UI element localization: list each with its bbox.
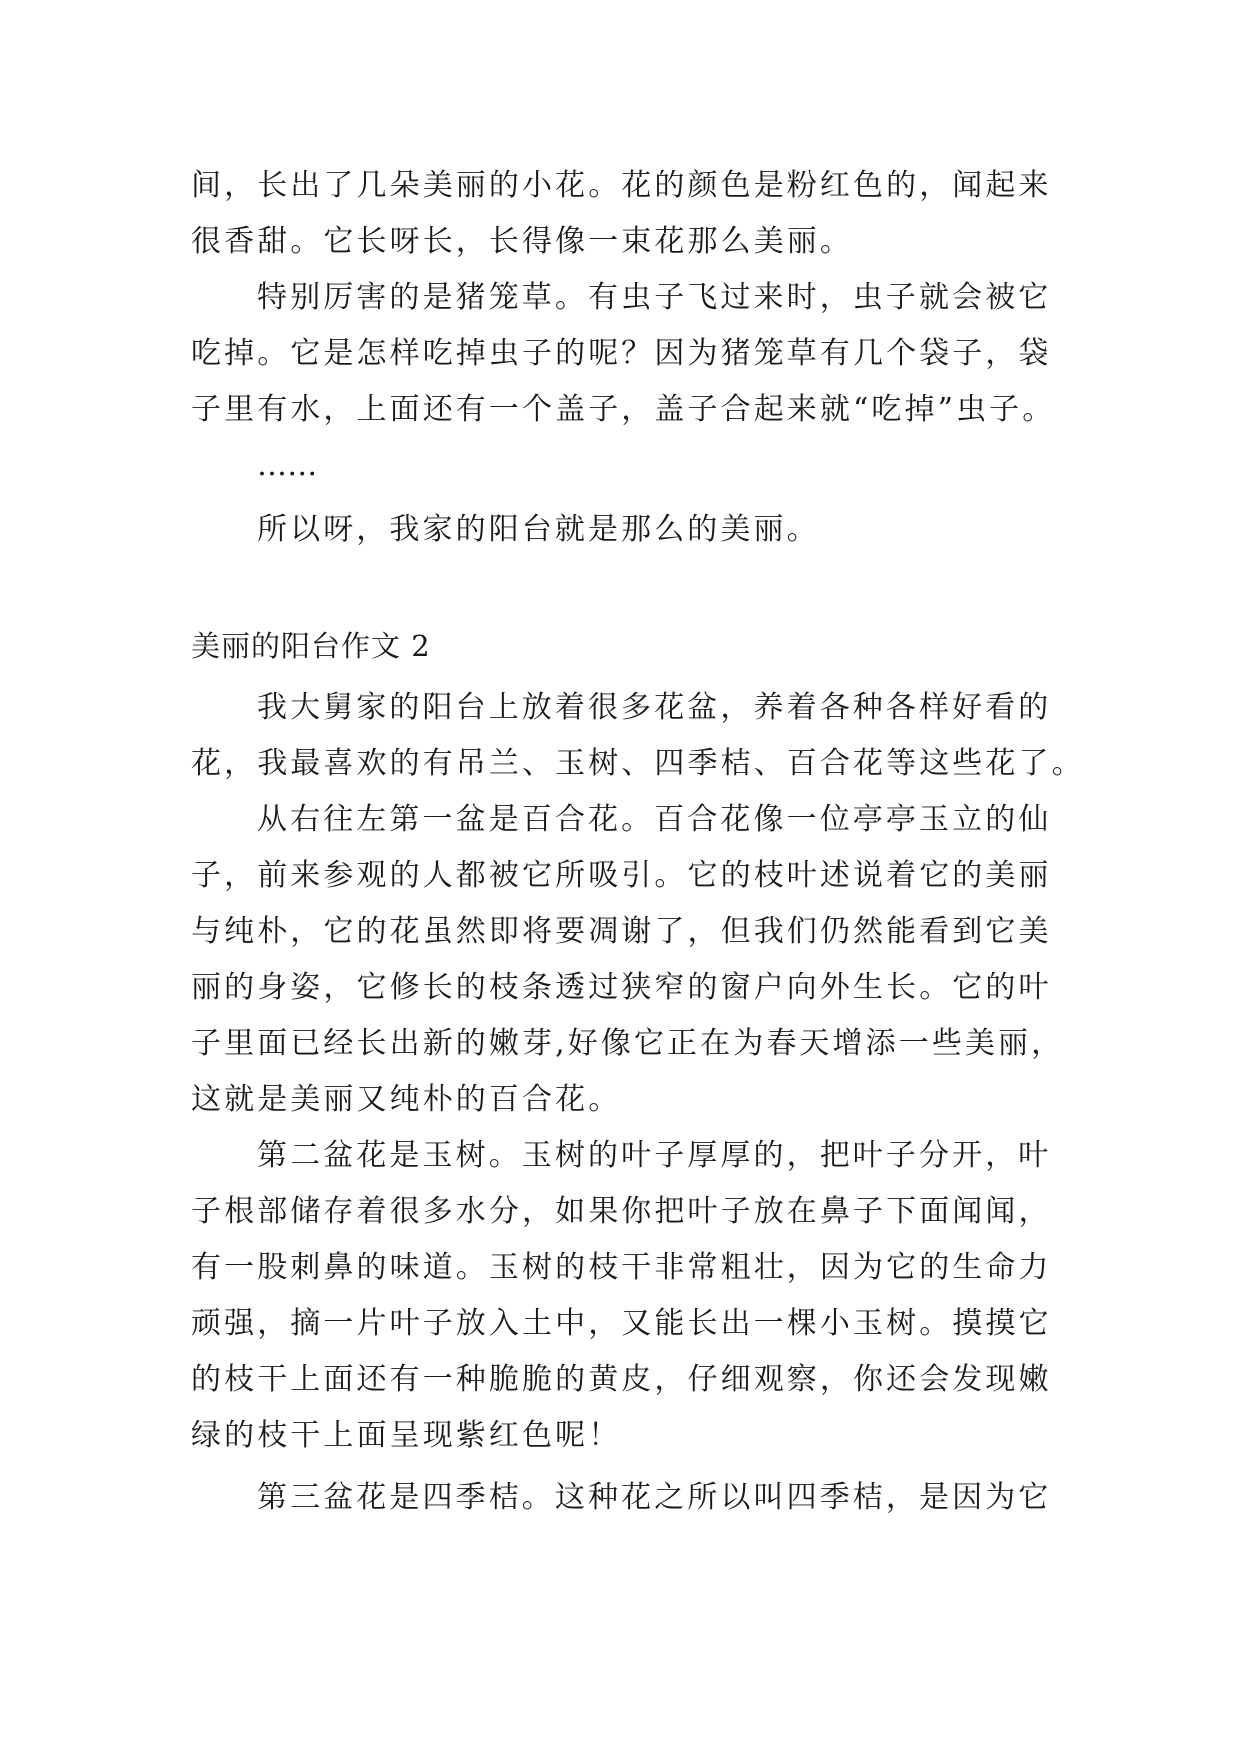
- ellipsis-line: ……: [257, 448, 318, 483]
- paragraph-line: 的枝干上面还有一种脆脆的黄皮，仔细观察，你还会发现嫩: [191, 1362, 1052, 1397]
- paragraph-line: 绿的枝干上面呈现紫红色呢！: [191, 1418, 622, 1453]
- paragraph-line: 第三盆花是四季桔。这种花之所以叫四季桔，是因为它: [257, 1480, 1052, 1515]
- paragraph-line: 我大舅家的阳台上放着很多花盆，养着各种各样好看的: [257, 690, 1052, 725]
- paragraph-line: 与纯朴，它的花虽然即将要凋谢了，但我们仍然能看到它美: [191, 914, 1052, 949]
- paragraph-line: 子里面已经长出新的嫩芽,好像它正在为春天增添一些美丽，: [191, 1026, 1065, 1061]
- paragraph-line: 花，我最喜欢的有吊兰、玉树、四季桔、百合花等这些花了。: [191, 746, 1085, 781]
- paragraph-line: 第二盆花是玉树。玉树的叶子厚厚的，把叶子分开，叶: [257, 1138, 1052, 1173]
- paragraph-line: 子，前来参观的人都被它所吸引。它的枝叶述说着它的美丽: [191, 858, 1052, 893]
- paragraph-line: 顽强，摘一片叶子放入土中，又能长出一棵小玉树。摸摸它: [191, 1306, 1052, 1341]
- paragraph-line: 这就是美丽又纯朴的百合花。: [191, 1082, 622, 1117]
- paragraph-line: 特别厉害的是猪笼草。有虫子飞过来时，虫子就会被它: [257, 280, 1052, 315]
- paragraph-line: 所以呀，我家的阳台就是那么的美丽。: [257, 512, 820, 547]
- paragraph-line: 有一股刺鼻的味道。玉树的枝干非常粗壮，因为它的生命力: [191, 1250, 1052, 1285]
- section-heading: 美丽的阳台作文 2: [191, 629, 431, 663]
- paragraph-line: 间，长出了几朵美丽的小花。花的颜色是粉红色的，闻起来: [191, 168, 1052, 203]
- paragraph-line: 丽的身姿，它修长的枝条透过狭窄的窗户向外生长。它的叶: [191, 970, 1052, 1005]
- paragraph-line: 吃掉。它是怎样吃掉虫子的呢？因为猪笼草有几个袋子，袋: [191, 336, 1052, 371]
- paragraph-line: 很香甜。它长呀长，长得像一束花那么美丽。: [191, 224, 853, 259]
- paragraph-line: 子里有水，上面还有一个盖子，盖子合起来就“吃掉”虫子。: [191, 392, 1056, 427]
- paragraph-line: 从右往左第一盆是百合花。百合花像一位亭亭玉立的仙: [257, 802, 1052, 837]
- paragraph-line: 子根部储存着很多水分，如果你把叶子放在鼻子下面闻闻，: [191, 1194, 1052, 1229]
